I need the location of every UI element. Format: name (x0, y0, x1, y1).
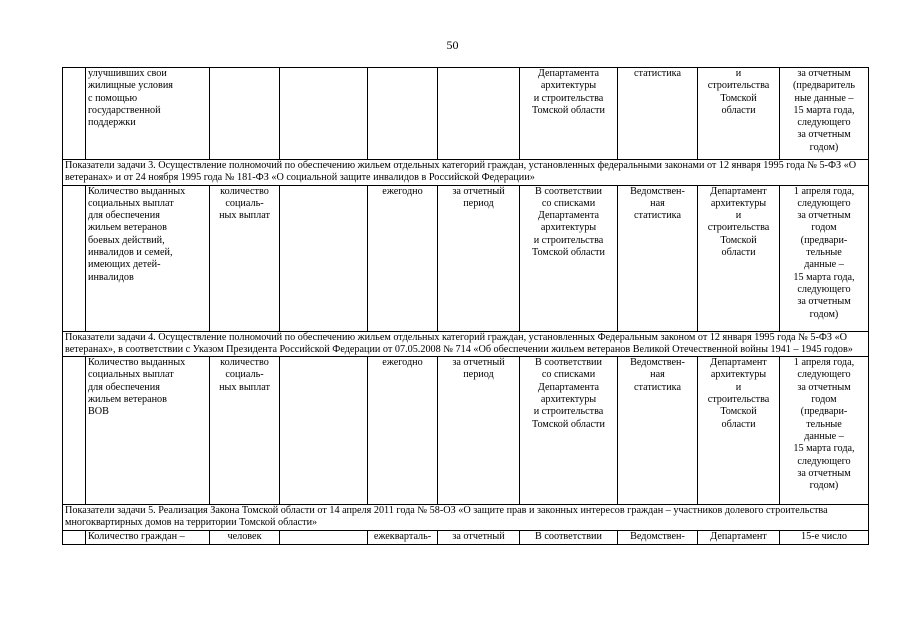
section-heading: Показатели задачи 3. Осуществление полномочий по обеспечению жильем отдельных категорий граждан, установленных федеральными законами от 12 января 1995 года № 5-ФЗ «О ветеранах» и от 24 ноября 1995 года № 181-ФЗ «О социальной защите инвалидов в Российской Федерации» (63, 160, 869, 186)
section-row (63, 160, 869, 186)
period-cell: за отчетный период (438, 357, 520, 505)
unit-cell: количество социаль- ных выплат (210, 357, 280, 505)
deadline-cell: за отчетным (предваритель ные данные – 15 марта года, следующего за отчетным годом) (780, 68, 869, 160)
deadline-cell: 15-е число (780, 530, 869, 544)
source-cell: Ведомствен- ная статистика (618, 185, 698, 331)
unit-cell: количество социаль- ных выплат (210, 185, 280, 331)
table-row (63, 185, 869, 331)
table-row (63, 357, 869, 505)
period-cell: за отчетный период (438, 185, 520, 331)
table-cell (63, 530, 86, 544)
period-cell: за отчетный (438, 530, 520, 544)
responsible-cell: Департамент архитектуры и строительства Томской области (698, 357, 780, 505)
source-cell: Ведомствен- (618, 530, 698, 544)
method-cell: В соответствии (520, 530, 618, 544)
deadline-cell: 1 апреля года, следующего за отчетным годом (предвари- тельные данные – 15 марта года, следующего за отчетным годом) (780, 185, 869, 331)
frequency-cell: ежегодно (368, 357, 438, 505)
indicator-name-cell: Количество граждан – (86, 530, 210, 544)
table-row (63, 68, 869, 160)
source-cell: статистика (618, 68, 698, 160)
frequency-cell (368, 68, 438, 160)
table-cell (63, 357, 86, 505)
section-row (63, 505, 869, 531)
responsible-cell: и строительства Томской области (698, 68, 780, 160)
source-cell: Ведомствен- ная статистика (618, 357, 698, 505)
unit-cell: человек (210, 530, 280, 544)
table-row (63, 530, 869, 544)
responsible-cell: Департамент архитектуры и строительства Томской области (698, 185, 780, 331)
table-cell (63, 185, 86, 331)
indicator-name-cell: Количество выданных социальных выплат для обеспечения жильем ветеранов ВОВ (86, 357, 210, 505)
indicator-name-cell: улучшивших свои жилищные условия с помощью государственной поддержки (86, 68, 210, 160)
section-heading: Показатели задачи 4. Осуществление полномочий по обеспечению жильем отдельных категорий граждан, установленных Федеральным законом от 12 января 1995 года № 5-ФЗ «О ветеранах», в соответствии с Указом Президента Российской Федерации от 07.05.2008 № 714 «Об обеспечении жильем ветеранов Великой Отечественной войны 1941 – 1945 годов» (63, 331, 869, 357)
responsible-cell: Департамент (698, 530, 780, 544)
page-number: 50 (446, 38, 459, 52)
indicator-name-cell: Количество выданных социальных выплат для обеспечения жильем ветеранов боевых действий, инвалидов и семей, имеющих детей- инвалидов (86, 185, 210, 331)
method-cell: В соответствии со списками Департамента архитектуры и строительства Томской области (520, 185, 618, 331)
section-heading: Показатели задачи 5. Реализация Закона Томской области от 14 апреля 2011 года № 58-ОЗ «О защите прав и законных интересов граждан – участников долевого строительства многоквартирных домов на территории Томской области» (63, 505, 869, 531)
table-cell (280, 530, 368, 544)
table-cell (63, 68, 86, 160)
table-cell (280, 68, 368, 160)
frequency-cell: ежекварталь- (368, 530, 438, 544)
deadline-cell: 1 апреля года, следующего за отчетным годом (предвари- тельные данные – 15 марта года, следующего за отчетным годом) (780, 357, 869, 505)
table-cell (280, 185, 368, 331)
method-cell: В соответствии со списками Департамента архитектуры и строительства Томской области (520, 357, 618, 505)
section-row (63, 331, 869, 357)
indicators-table (62, 67, 869, 545)
period-cell (438, 68, 520, 160)
unit-cell (210, 68, 280, 160)
table-cell (280, 357, 368, 505)
method-cell: Департамента архитектуры и строительства Томской области (520, 68, 618, 160)
frequency-cell: ежегодно (368, 185, 438, 331)
